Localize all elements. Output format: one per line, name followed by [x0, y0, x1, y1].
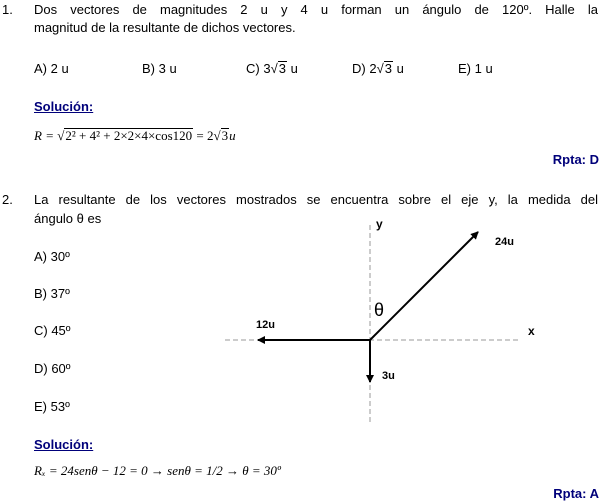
- q1-option-c: C) 3√3 u: [246, 61, 298, 76]
- q2-answer: Rpta: A: [553, 486, 599, 501]
- vector-3u-label: 3u: [382, 370, 395, 382]
- question-1-number: 1.: [2, 2, 13, 17]
- question-2-text-line2: ángulo θ es: [34, 211, 102, 226]
- vector-12u-label: 12u: [256, 319, 275, 331]
- q1-option-b: B) 3 u: [142, 61, 177, 76]
- question-2-number: 2.: [2, 192, 13, 207]
- vector-24u: [370, 232, 478, 340]
- q1-option-a: A) 2 u: [34, 61, 69, 76]
- y-axis-label: y: [376, 217, 383, 231]
- q2-formula: Rₓ = 24senθ − 12 = 0 → senθ = 1/2 → θ = 30º: [34, 463, 281, 478]
- q1-option-d: D) 2√3 u: [352, 61, 404, 76]
- q2-option-b: B) 37º: [34, 286, 70, 301]
- question-1-text-line2: magnitud de la resultante de dichos vectores.: [34, 20, 296, 35]
- vector-24u-label: 24u: [495, 236, 514, 248]
- q1-answer: Rpta: D: [552, 152, 599, 167]
- q1-option-e: E) 1 u: [458, 61, 493, 76]
- q2-option-c: C) 45º: [34, 323, 71, 338]
- question-1-text-line1: Dos vectores de magnitudes 2 u y 4 u forman un ángulo de 120º. Halle la: [34, 2, 598, 17]
- x-axis-label: x: [528, 324, 535, 338]
- q1-formula: R = √2² + 4² + 2×2×4×cos120 = 2√3u: [34, 128, 236, 143]
- q2-option-e: E) 53º: [34, 399, 70, 414]
- q2-option-a: A) 30º: [34, 249, 70, 264]
- theta-label: θ: [374, 300, 385, 320]
- q2-solution-label: Solución:: [34, 437, 94, 452]
- question-2-text-line1: La resultante de los vectores mostrados se encuentra sobre el eje y, la medida del: [34, 192, 598, 207]
- q1-solution-label: Solución:: [34, 99, 94, 114]
- q2-option-d: D) 60º: [34, 361, 71, 376]
